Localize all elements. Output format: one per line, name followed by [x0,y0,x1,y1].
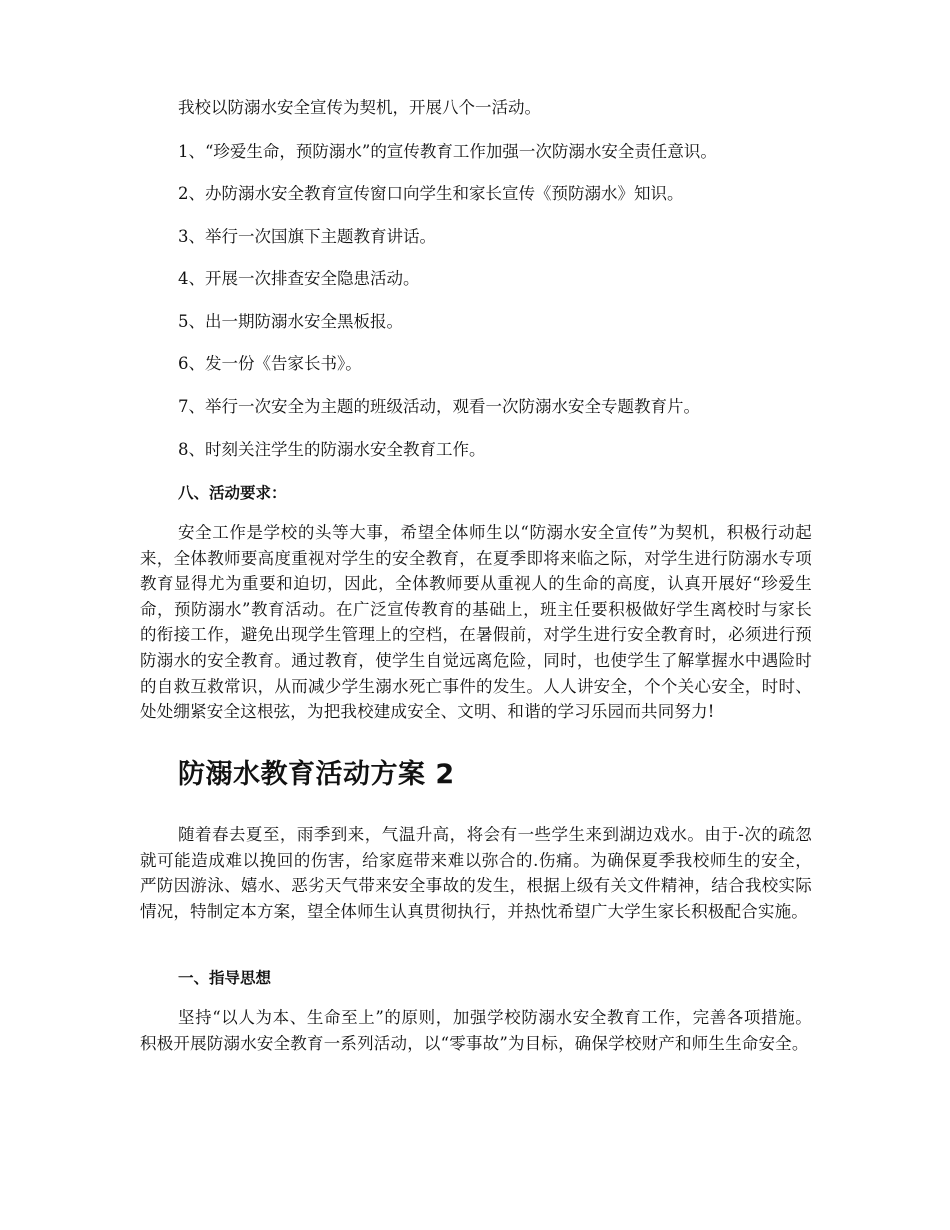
activity-item-8: 8、时刻关注学生的防溺水安全教育工作。 [178,440,486,459]
plan2-title: 防溺水教育活动方案 2 [178,759,455,790]
activity-item-3: 3、举行一次国旗下主题教育讲话。 [178,227,436,246]
section-one-heading: 一、指导思想 [178,969,272,987]
section-one-body: 坚持“以人为本、生命至上”的原则，加强学校防溺水安全教育工作，完善各项措施。积极开展防溺水安全教育一系列活动，以“零事故”为目标，确保学校财产和师生生命安全。 [140,1008,812,1053]
plan2-intro: 随着春去夏至，雨季到来，气温升高，将会有一些学生来到湖边戏水。由于-次的疏忽就可能造成难以挽回的伤害，给家庭带来难以弥合的.伤痛。为确保夏季我校师生的安全，严防因游泳、嬉水、恶劣天气带来安全事故的发生，根据上级有关文件精神，结合我校实际情况，特制定本方案，望全体师生认真贯彻执行，并热忱希望广大学生家长积极配合实施。 [140,825,812,921]
intro-paragraph: 我校以防溺水安全宣传为契机，开展八个一活动。 [178,98,541,117]
activity-item-4: 4、开展一次排查安全隐患活动。 [178,269,420,288]
activity-item-1: 1、“珍爱生命，预防溺水”的宣传教育工作加强一次防溺水安全责任意识。 [178,142,717,161]
activity-item-7: 7、举行一次安全为主题的班级活动，观看一次防溺水安全专题教育片。 [178,397,700,416]
activity-item-5: 5、出一期防溺水安全黑板报。 [178,312,403,331]
activity-item-6: 6、发一份《告家长书》。 [178,354,362,373]
section-eight-body: 安全工作是学校的头等大事，希望全体师生以“防溺水安全宣传”为契机，积极行动起来，全体教师要高度重视对学生的安全教育，在夏季即将来临之际，对学生进行防溺水专项教育显得尤为重要和迫切，因此，全体教师要从重视人的生命的高度，认真开展好“珍爱生命，预防溺水”教育活动。在广泛宣传教育的基础上，班主任要积极做好学生离校时与家长的衔接工作，避免出现学生管理上的空档，在暑假前，对学生进行安全教育时，必须进行预防溺水的安全教育。通过教育，使学生自觉远离危险，同时，也使学生了解掌握水中遇险时的自救互救常识，从而减少学生溺水死亡事件的发生。人人讲安全，个个关心安全，时时、处处绷紧安全这根弦，为把我校建成安全、文明、和谐的学习乐园而共同努力! [140,523,812,722]
activity-item-2: 2、办防溺水安全教育宣传窗口向学生和家长宣传《预防溺水》知识。 [178,184,684,203]
section-eight-heading: 八、活动要求： [178,484,287,502]
